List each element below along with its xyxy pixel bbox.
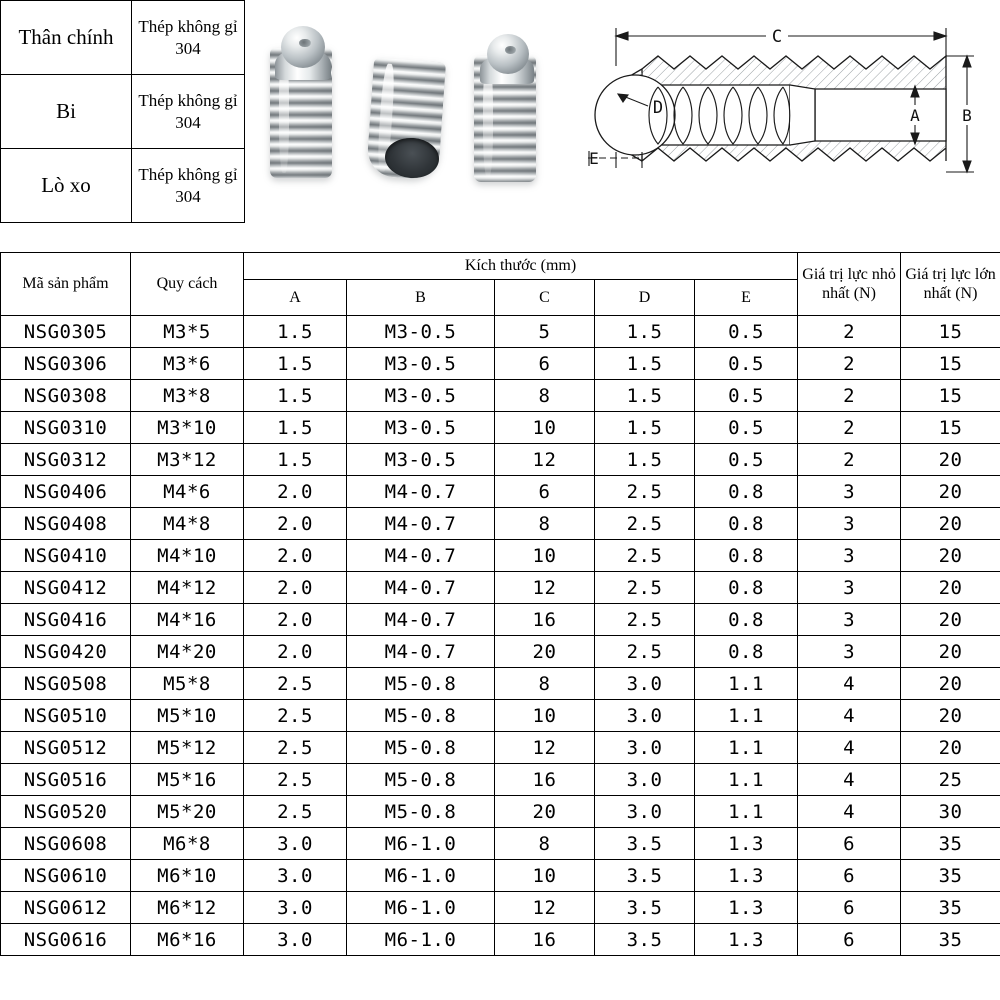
cell-force-min: 4 [798, 764, 901, 796]
cell-spec: M4*10 [131, 540, 244, 572]
cell-a: 1.5 [244, 444, 347, 476]
cell-e: 1.1 [695, 668, 798, 700]
product-photo [252, 8, 572, 223]
cell-a: 2.0 [244, 636, 347, 668]
cell-force-max: 30 [901, 796, 1000, 828]
cell-c: 10 [495, 860, 595, 892]
table-row [1, 860, 1000, 892]
cell-a: 3.0 [244, 892, 347, 924]
cell-force-min: 4 [798, 668, 901, 700]
cell-force-max: 15 [901, 412, 1000, 444]
cell-code: NSG0408 [1, 508, 131, 540]
cell-force-max: 20 [901, 540, 1000, 572]
cell-code: NSG0510 [1, 700, 131, 732]
cell-d: 2.5 [595, 604, 695, 636]
cell-force-max: 20 [901, 700, 1000, 732]
cell-a: 2.5 [244, 764, 347, 796]
cell-e: 1.3 [695, 924, 798, 956]
cell-a: 2.0 [244, 572, 347, 604]
cell-c: 6 [495, 476, 595, 508]
cell-force-min: 2 [798, 316, 901, 348]
table-row [1, 380, 1000, 412]
cell-a: 3.0 [244, 828, 347, 860]
cell-force-max: 20 [901, 572, 1000, 604]
cell-c: 12 [495, 732, 595, 764]
table-row [1, 476, 1000, 508]
cell-a: 3.0 [244, 860, 347, 892]
technical-drawing [580, 6, 995, 231]
material-component-name: Thân chính [1, 1, 132, 75]
cell-code: NSG0308 [1, 380, 131, 412]
cell-c: 12 [495, 892, 595, 924]
cell-code: NSG0312 [1, 444, 131, 476]
cell-b: M3-0.5 [347, 380, 495, 412]
cell-d: 3.0 [595, 796, 695, 828]
specification-table-head [1, 253, 1000, 316]
table-row [1, 892, 1000, 924]
material-component-name: Bi [1, 75, 132, 149]
cell-spec: M4*8 [131, 508, 244, 540]
cell-force-min: 4 [798, 796, 901, 828]
material-table-body [1, 1, 245, 223]
cell-force-min: 3 [798, 636, 901, 668]
cell-d: 3.5 [595, 828, 695, 860]
cell-e: 1.3 [695, 860, 798, 892]
cell-spec: M3*10 [131, 412, 244, 444]
cell-force-min: 4 [798, 700, 901, 732]
table-row [1, 508, 1000, 540]
cell-e: 1.1 [695, 764, 798, 796]
cell-e: 0.8 [695, 508, 798, 540]
cell-b: M4-0.7 [347, 508, 495, 540]
cell-e: 1.1 [695, 700, 798, 732]
cell-a: 2.0 [244, 540, 347, 572]
cell-d: 2.5 [595, 476, 695, 508]
cell-c: 8 [495, 380, 595, 412]
cell-force-min: 3 [798, 572, 901, 604]
cell-e: 0.5 [695, 348, 798, 380]
cell-b: M4-0.7 [347, 540, 495, 572]
cell-spec: M3*6 [131, 348, 244, 380]
cell-code: NSG0305 [1, 316, 131, 348]
table-row [1, 540, 1000, 572]
cell-e: 1.1 [695, 796, 798, 828]
cell-spec: M5*10 [131, 700, 244, 732]
cell-code: NSG0612 [1, 892, 131, 924]
material-value: Thép không gỉ 304 [132, 149, 245, 223]
cell-code: NSG0520 [1, 796, 131, 828]
cell-e: 0.5 [695, 412, 798, 444]
cell-c: 5 [495, 316, 595, 348]
cell-a: 1.5 [244, 380, 347, 412]
table-row [1, 412, 1000, 444]
cell-a: 2.5 [244, 796, 347, 828]
cell-c: 10 [495, 700, 595, 732]
table-row [1, 668, 1000, 700]
cell-d: 1.5 [595, 412, 695, 444]
cell-force-max: 20 [901, 668, 1000, 700]
cross-section-svg [580, 6, 995, 231]
cell-code: NSG0516 [1, 764, 131, 796]
dimension-label-e: E [589, 149, 599, 168]
ball-highlight [299, 39, 310, 47]
cell-code: NSG0310 [1, 412, 131, 444]
cell-a: 2.0 [244, 476, 347, 508]
cell-b: M6-1.0 [347, 828, 495, 860]
cell-code: NSG0306 [1, 348, 131, 380]
cell-c: 12 [495, 444, 595, 476]
table-row [1, 572, 1000, 604]
dimension-label-c: C [771, 27, 783, 47]
cell-b: M4-0.7 [347, 572, 495, 604]
cell-d: 1.5 [595, 444, 695, 476]
cell-code: NSG0420 [1, 636, 131, 668]
cell-a: 2.5 [244, 700, 347, 732]
dimension-label-b: B [962, 106, 972, 125]
table-row [1, 796, 1000, 828]
cell-d: 1.5 [595, 348, 695, 380]
cell-force-min: 2 [798, 348, 901, 380]
cell-force-max: 35 [901, 892, 1000, 924]
cell-d: 1.5 [595, 380, 695, 412]
cell-d: 3.0 [595, 668, 695, 700]
cell-c: 16 [495, 604, 595, 636]
table-row [1, 700, 1000, 732]
cell-b: M4-0.7 [347, 476, 495, 508]
cell-b: M4-0.7 [347, 604, 495, 636]
cell-force-min: 6 [798, 924, 901, 956]
cell-spec: M6*12 [131, 892, 244, 924]
column-header-e: E [695, 280, 798, 316]
cell-c: 10 [495, 540, 595, 572]
cell-b: M3-0.5 [347, 412, 495, 444]
cell-spec: M6*10 [131, 860, 244, 892]
column-header-force-max: Giá trị lực lớn nhất (N) [901, 253, 1000, 316]
cell-force-min: 6 [798, 828, 901, 860]
table-row [1, 732, 1000, 764]
cell-c: 16 [495, 764, 595, 796]
cell-c: 8 [495, 668, 595, 700]
cell-e: 0.5 [695, 444, 798, 476]
cell-force-min: 4 [798, 732, 901, 764]
dimension-label-d: D [652, 98, 664, 118]
cell-b: M5-0.8 [347, 764, 495, 796]
cell-force-min: 3 [798, 604, 901, 636]
cell-force-max: 15 [901, 316, 1000, 348]
column-header-d: D [595, 280, 695, 316]
cell-force-max: 25 [901, 764, 1000, 796]
cell-d: 2.5 [595, 540, 695, 572]
cell-force-max: 20 [901, 604, 1000, 636]
column-header-c: C [495, 280, 595, 316]
cell-spec: M4*6 [131, 476, 244, 508]
cell-code: NSG0416 [1, 604, 131, 636]
cell-e: 1.3 [695, 828, 798, 860]
cell-d: 3.0 [595, 732, 695, 764]
cell-d: 3.5 [595, 860, 695, 892]
column-header-code: Mã sản phẩm [1, 253, 131, 316]
cell-code: NSG0508 [1, 668, 131, 700]
cell-force-min: 3 [798, 540, 901, 572]
cell-e: 1.1 [695, 732, 798, 764]
cell-force-min: 3 [798, 508, 901, 540]
cell-spec: M6*16 [131, 924, 244, 956]
cell-code: NSG0616 [1, 924, 131, 956]
cell-d: 3.5 [595, 892, 695, 924]
material-table [0, 0, 245, 223]
specification-table [0, 252, 1000, 956]
header-row-group [1, 253, 1000, 280]
table-row [1, 149, 245, 223]
cell-code: NSG0608 [1, 828, 131, 860]
cell-spec: M4*12 [131, 572, 244, 604]
cell-c: 20 [495, 796, 595, 828]
cell-d: 3.5 [595, 924, 695, 956]
cell-spec: M5*12 [131, 732, 244, 764]
table-row [1, 348, 1000, 380]
cell-force-max: 20 [901, 476, 1000, 508]
cell-e: 0.8 [695, 540, 798, 572]
cell-spec: M5*8 [131, 668, 244, 700]
cell-e: 0.8 [695, 604, 798, 636]
cell-force-max: 35 [901, 828, 1000, 860]
cell-spec: M5*20 [131, 796, 244, 828]
cell-d: 2.5 [595, 572, 695, 604]
cell-a: 2.0 [244, 604, 347, 636]
ball-highlight [505, 46, 516, 54]
cell-a: 1.5 [244, 412, 347, 444]
cell-e: 0.8 [695, 636, 798, 668]
cell-code: NSG0406 [1, 476, 131, 508]
cell-e: 1.3 [695, 892, 798, 924]
column-header-dimension-group: Kích thước (mm) [244, 253, 798, 280]
cell-b: M5-0.8 [347, 668, 495, 700]
cell-spec: M4*20 [131, 636, 244, 668]
cell-force-max: 20 [901, 444, 1000, 476]
cell-spec: M3*12 [131, 444, 244, 476]
cell-c: 6 [495, 348, 595, 380]
cell-force-max: 20 [901, 732, 1000, 764]
header-section [0, 0, 1000, 240]
table-row [1, 604, 1000, 636]
cell-c: 8 [495, 508, 595, 540]
cell-b: M5-0.8 [347, 796, 495, 828]
material-component-name: Lò xo [1, 149, 132, 223]
cell-force-min: 3 [798, 476, 901, 508]
cell-force-min: 2 [798, 412, 901, 444]
table-row [1, 924, 1000, 956]
cell-e: 0.5 [695, 316, 798, 348]
cell-force-max: 35 [901, 860, 1000, 892]
cell-force-max: 15 [901, 348, 1000, 380]
cell-force-min: 2 [798, 380, 901, 412]
table-row [1, 636, 1000, 668]
table-row [1, 316, 1000, 348]
cell-code: NSG0410 [1, 540, 131, 572]
cell-a: 2.5 [244, 668, 347, 700]
cell-force-min: 6 [798, 892, 901, 924]
cell-spec: M3*8 [131, 380, 244, 412]
cell-d: 2.5 [595, 508, 695, 540]
cell-d: 3.0 [595, 764, 695, 796]
cell-d: 2.5 [595, 636, 695, 668]
cell-c: 16 [495, 924, 595, 956]
cell-a: 1.5 [244, 316, 347, 348]
column-header-b: B [347, 280, 495, 316]
table-row [1, 764, 1000, 796]
cell-b: M6-1.0 [347, 924, 495, 956]
cell-c: 12 [495, 572, 595, 604]
cell-b: M3-0.5 [347, 316, 495, 348]
cell-force-min: 6 [798, 860, 901, 892]
cell-spec: M3*5 [131, 316, 244, 348]
cell-force-min: 2 [798, 444, 901, 476]
table-row [1, 1, 245, 75]
plunger-ball-tip [281, 26, 325, 68]
table-row [1, 75, 245, 149]
plunger-ball-tip [487, 34, 529, 74]
cell-b: M6-1.0 [347, 892, 495, 924]
cell-c: 8 [495, 828, 595, 860]
dimension-label-a: A [910, 106, 920, 125]
material-value: Thép không gỉ 304 [132, 75, 245, 149]
cell-force-max: 20 [901, 508, 1000, 540]
material-value: Thép không gỉ 304 [132, 1, 245, 75]
cell-code: NSG0412 [1, 572, 131, 604]
cell-b: M5-0.8 [347, 732, 495, 764]
cell-b: M5-0.8 [347, 700, 495, 732]
cell-c: 10 [495, 412, 595, 444]
cell-code: NSG0610 [1, 860, 131, 892]
column-header-force-min: Giá trị lực nhỏ nhất (N) [798, 253, 901, 316]
cell-d: 1.5 [595, 316, 695, 348]
cell-d: 3.0 [595, 700, 695, 732]
table-row [1, 444, 1000, 476]
cell-code: NSG0512 [1, 732, 131, 764]
cell-spec: M4*16 [131, 604, 244, 636]
cell-b: M4-0.7 [347, 636, 495, 668]
cell-force-max: 15 [901, 380, 1000, 412]
cell-a: 2.0 [244, 508, 347, 540]
table-row [1, 828, 1000, 860]
cell-spec: M5*16 [131, 764, 244, 796]
cell-b: M6-1.0 [347, 860, 495, 892]
cell-a: 1.5 [244, 348, 347, 380]
cell-c: 20 [495, 636, 595, 668]
cell-e: 0.8 [695, 572, 798, 604]
column-header-a: A [244, 280, 347, 316]
cell-e: 0.8 [695, 476, 798, 508]
column-header-spec: Quy cách [131, 253, 244, 316]
cell-e: 0.5 [695, 380, 798, 412]
cell-b: M3-0.5 [347, 444, 495, 476]
specification-table-body [1, 316, 1000, 956]
cell-force-max: 20 [901, 636, 1000, 668]
cell-a: 3.0 [244, 924, 347, 956]
cell-b: M3-0.5 [347, 348, 495, 380]
cell-a: 2.5 [244, 732, 347, 764]
cell-force-max: 35 [901, 924, 1000, 956]
cell-spec: M6*8 [131, 828, 244, 860]
